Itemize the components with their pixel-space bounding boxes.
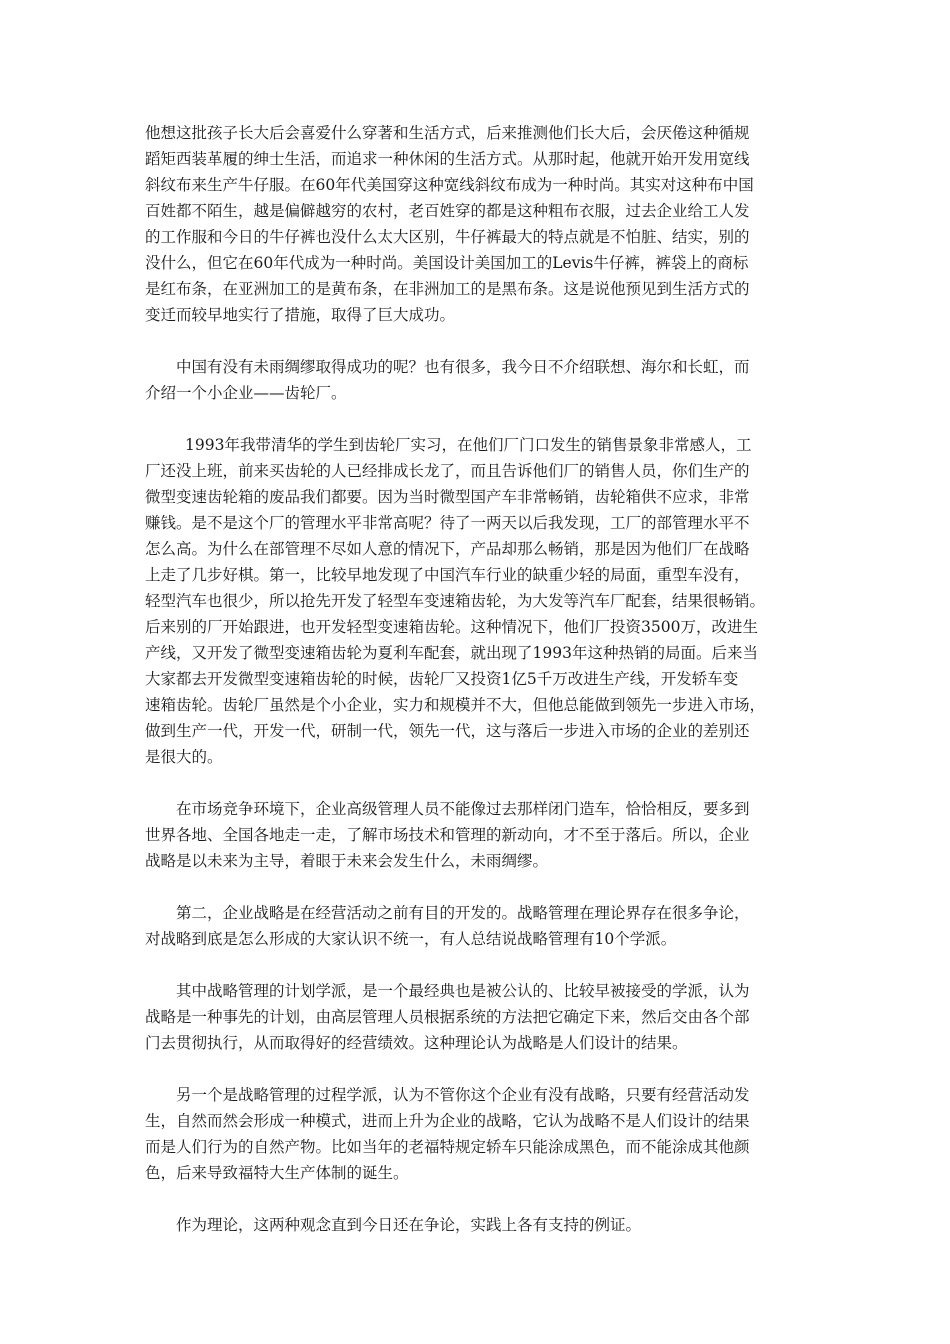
text-line: 战略是以未来为主导，着眼于未来会发生什么，未雨绸缪。 xyxy=(145,852,549,870)
paragraph-levis xyxy=(145,120,813,328)
text-line: 战略是一种事先的计划，由高层管理人员根据系统的方法把它确定下来，然后交由各个部 xyxy=(145,1008,750,1026)
text-line: 产线，又开发了微型变速箱齿轮为夏利车配套，就出现了1993年这种热销的局面。后来当 xyxy=(145,644,758,662)
text-line: 介绍一个小企业——齿轮厂。 xyxy=(145,384,347,402)
text-line: 没什么，但它在60年代成为一种时尚。美国设计美国加工的Levis牛仔裤，裤袋上的商标 xyxy=(145,254,749,272)
text-line: 怎么高。为什么在部管理不尽如人意的情况下，产品却那么畅销，那是因为他们厂在战略 xyxy=(145,540,750,558)
text-line: 1993年我带清华的学生到齿轮厂实习，在他们厂门口发生的销售景象非常感人，工 xyxy=(185,436,752,454)
text-line: 变迁而较早地实行了措施，取得了巨大成功。 xyxy=(145,306,456,324)
text-line: 中国有没有未雨绸缪取得成功的呢？也有很多，我今日不介绍联想、海尔和长虹，而 xyxy=(176,358,750,376)
paragraph-china-example xyxy=(145,354,813,406)
text-line: 第二，企业战略是在经营活动之前有目的开发的。战略管理在理论界存在很多争论， xyxy=(176,904,750,922)
text-line: 轻型汽车也很少，所以抢先开发了轻型车变速箱齿轮，为大发等汽车厂配套，结果很畅销。 xyxy=(145,592,766,610)
text-line: 上走了几步好棋。第一，比较早地发现了中国汽车行业的缺重少轻的局面，重型车没有， xyxy=(145,566,750,584)
text-line: 对战略到底是怎么形成的大家认识不统一，有人总结说战略管理有10个学派。 xyxy=(145,930,677,948)
text-line: 生，自然而然会形成一种模式，进而上升为企业的战略，它认为战略不是人们设计的结果 xyxy=(145,1112,750,1130)
text-line: 他想这批孩子长大后会喜爱什么穿著和生活方式，后来推测他们长大后，会厌倦这种循规 xyxy=(145,124,750,142)
paragraph-market-competition xyxy=(145,796,813,874)
text-line: 而是人们行为的自然产物。比如当年的老福特规定轿车只能涂成黑色，而不能涂成其他颜 xyxy=(145,1138,750,1156)
paragraph-second-point xyxy=(145,900,813,952)
text-line: 作为理论，这两种观念直到今日还在争论，实践上各有支持的例证。 xyxy=(176,1216,642,1234)
text-line: 其中战略管理的计划学派，是一个最经典也是被公认的、比较早被接受的学派，认为 xyxy=(176,982,750,1000)
text-line: 大家都去开发微型变速箱齿轮的时候，齿轮厂又投资1亿5千万改进生产线，开发轿车变 xyxy=(145,670,739,688)
text-line: 微型变速齿轮箱的废品我们都要。因为当时微型国产车非常畅销，齿轮箱供不应求，非常 xyxy=(145,488,750,506)
text-line: 速箱齿轮。齿轮厂虽然是个小企业，实力和规模并不大，但他总能做到领先一步进入市场， xyxy=(145,696,766,714)
text-line: 厂还没上班，前来买齿轮的人已经排成长龙了，而且告诉他们厂的销售人员，你们生产的 xyxy=(145,462,750,480)
text-line: 是红布条，在亚洲加工的是黄布条，在非洲加工的是黑布条。这是说他预见到生活方式的 xyxy=(145,280,750,298)
text-line: 百姓都不陌生，越是偏僻越穷的农村，老百姓穿的都是这种粗布衣服，过去企业给工人发 xyxy=(145,202,750,220)
text-line: 斜纹布来生产牛仔服。在60年代美国穿这种宽线斜纹布成为一种时尚。其实对这种布中国 xyxy=(145,176,754,194)
text-line: 是很大的。 xyxy=(145,748,223,766)
text-line: 门去贯彻执行，从而取得好的经营绩效。这种理论认为战略是人们设计的结果。 xyxy=(145,1034,688,1052)
text-line: 在市场竞争环境下，企业高级管理人员不能像过去那样闭门造车，恰恰相反，要多到 xyxy=(176,800,750,818)
text-line: 的工作服和今日的牛仔裤也没什么太大区别，牛仔裤最大的特点就是不怕脏、结实，别的 xyxy=(145,228,750,246)
text-line: 后来别的厂开始跟进，也开发轻型变速箱齿轮。这种情况下，他们厂投资3500万，改进生 xyxy=(145,618,758,636)
paragraph-planning-school xyxy=(145,978,813,1056)
document-page xyxy=(145,120,813,1264)
paragraph-conclusion xyxy=(145,1212,813,1238)
text-line: 赚钱。是不是这个厂的管理水平非常高呢？待了一两天以后我发现，工厂的部管理水平不 xyxy=(145,514,750,532)
text-line: 做到生产一代，开发一代，研制一代，领先一代，这与落后一步进入市场的企业的差别还 xyxy=(145,722,750,740)
text-line: 色，后来导致福特大生产体制的诞生。 xyxy=(145,1164,409,1182)
text-line: 蹈矩西装革履的绅士生活，而追求一种休闲的生活方式。从那时起，他就开始开发用宽线 xyxy=(145,150,750,168)
paragraph-gear-factory xyxy=(145,432,813,770)
text-line: 世界各地、全国各地走一走，了解市场技术和管理的新动向，才不至于落后。所以，企业 xyxy=(145,826,750,844)
text-line: 另一个是战略管理的过程学派，认为不管你这个企业有没有战略，只要有经营活动发 xyxy=(176,1086,750,1104)
paragraph-process-school xyxy=(145,1082,813,1186)
